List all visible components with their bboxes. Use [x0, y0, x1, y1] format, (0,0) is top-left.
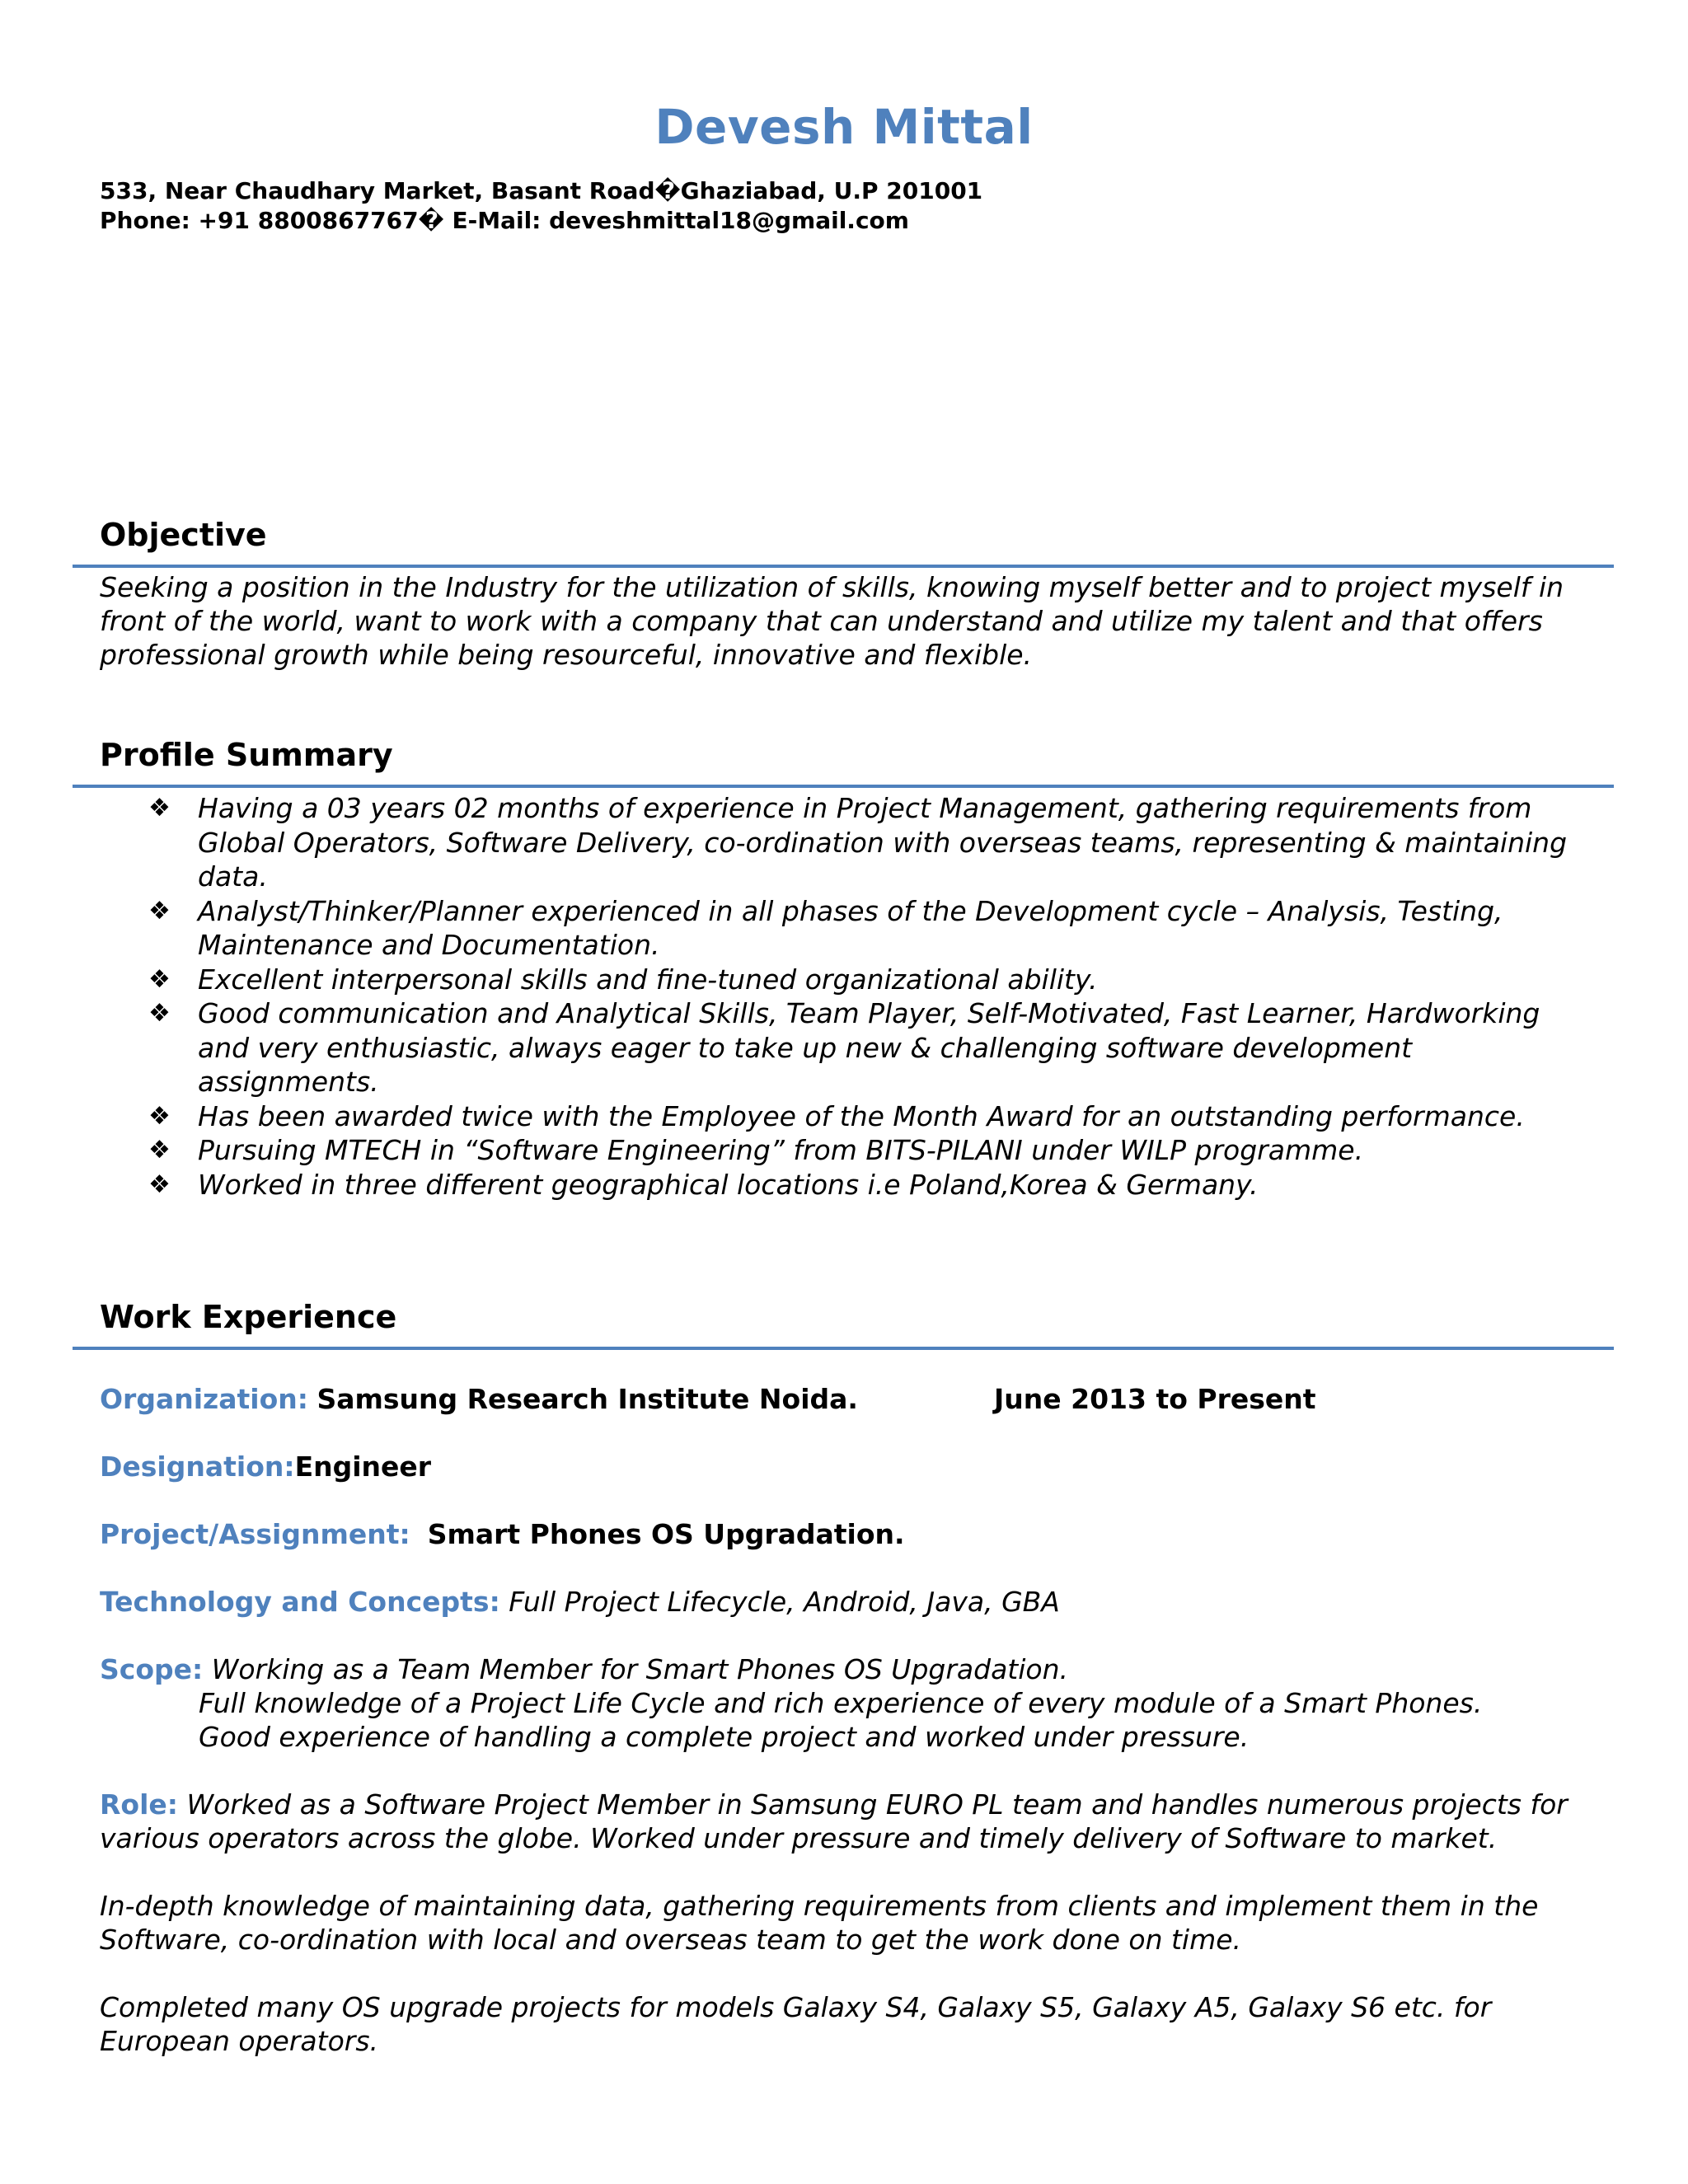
- work-experience-divider: [73, 1347, 1614, 1350]
- project-label: Project/Assignment:: [100, 1518, 410, 1550]
- designation-row: [100, 1450, 431, 1483]
- contact-line: Phone: +91 8800867767� E-Mail: deveshmittal18@gmail.com: [100, 207, 909, 234]
- role-label: Role:: [100, 1788, 178, 1821]
- list-item: ❖ Having a 03 years 02 months of experience in Project Management, gathering requirements from Global Operators, Software Delivery, co-ordination with overseas teams, representing & maintaining data.: [148, 792, 1568, 893]
- technology-value: Full Project Lifecycle, Android, Java, GBA: [509, 1586, 1060, 1618]
- objective-heading: Objective: [100, 517, 267, 553]
- bullet-icon: ❖: [148, 964, 171, 994]
- list-item: ❖ Good communication and Analytical Skills, Team Player, Self-Motivated, Fast Learner, Hardworking and very enthusiastic, always eager to take up new & challenging software development assignments.: [148, 997, 1540, 1098]
- objective-text: Seeking a position in the Industry for the utilization of skills, knowing myself better and to project myself in front of the world, want to work with a company that can understand and utilize my talent and that offers professional growth while being resourceful, innovative and flexible.: [100, 571, 1564, 671]
- bullet-icon: ❖: [148, 999, 171, 1028]
- designation-value: Engineer: [294, 1451, 432, 1483]
- project-row: [100, 1517, 905, 1551]
- work-experience-heading: Work Experience: [100, 1299, 397, 1335]
- project-value: Smart Phones OS Upgradation.: [427, 1518, 905, 1550]
- designation-label: Designation:: [100, 1451, 295, 1483]
- list-item: ❖ Has been awarded twice with the Employee of the Month Award for an outstanding performance.: [148, 1099, 1525, 1132]
- address-line: 533, Near Chaudhary Market, Basant Road�Ghaziabad, U.P 201001: [100, 177, 983, 204]
- objective-divider: [73, 565, 1614, 568]
- scope-line: Working as a Team Member for Smart Phones OS Upgradation.: [211, 1653, 1069, 1685]
- scope-line: Good experience of handling a complete project and worked under pressure.: [199, 1721, 1250, 1753]
- technology-row: [100, 1585, 1060, 1619]
- list-item: ❖ Analyst/Thinker/Planner experienced in all phases of the Development cycle – Analysis, Testing, Maintenance and Documentation.: [148, 894, 1503, 961]
- list-item: ❖ Pursuing MTECH in “Software Engineering” from BITS-PILANI under WILP programme.: [148, 1134, 1364, 1166]
- role-text: Worked as a Software Project Member in Samsung EURO PL team and handles numerous projects for various operators across the globe. Worked under pressure and timely delivery of Software to market.: [100, 1788, 1568, 1854]
- bullet-icon: ❖: [148, 1101, 171, 1131]
- scope-line: Full knowledge of a Project Life Cycle and rich experience of every module of a Smart Phones.: [199, 1687, 1483, 1719]
- scope-label: Scope:: [100, 1653, 204, 1685]
- scope-row: [100, 1652, 1068, 1686]
- profile-summary-heading: Profile Summary: [100, 737, 393, 773]
- bullet-icon: ❖: [148, 794, 171, 823]
- bullet-icon: ❖: [148, 896, 171, 926]
- bullet-icon: ❖: [148, 1136, 171, 1165]
- list-item: ❖ Worked in three different geographical locations i.e Poland,Korea & Germany.: [148, 1168, 1259, 1201]
- organization-value: Samsung Research Institute Noida.: [316, 1383, 858, 1415]
- organization-label: Organization:: [100, 1383, 308, 1415]
- organization-row: [100, 1382, 858, 1416]
- technology-label: Technology and Concepts:: [100, 1586, 500, 1618]
- profile-summary-list: [148, 791, 1582, 1202]
- projects-paragraph: Completed many OS upgrade projects for models Galaxy S4, Galaxy S5, Galaxy A5, Galaxy S6 etc. for European operators.: [100, 1991, 1492, 2057]
- candidate-name: Devesh Mittal: [654, 99, 1034, 155]
- role-paragraph: [100, 1788, 1600, 1855]
- bullet-icon: ❖: [148, 1169, 171, 1199]
- employment-dates: June 2013 to Present: [994, 1383, 1316, 1415]
- profile-summary-divider: [73, 785, 1614, 788]
- list-item: ❖ Excellent interpersonal skills and fine-tuned organizational ability.: [148, 963, 1098, 996]
- knowledge-paragraph: In-depth knowledge of maintaining data, gathering requirements from clients and implement them in the Software, co-ordination with local and overseas team to get the work done on time.: [100, 1890, 1539, 1956]
